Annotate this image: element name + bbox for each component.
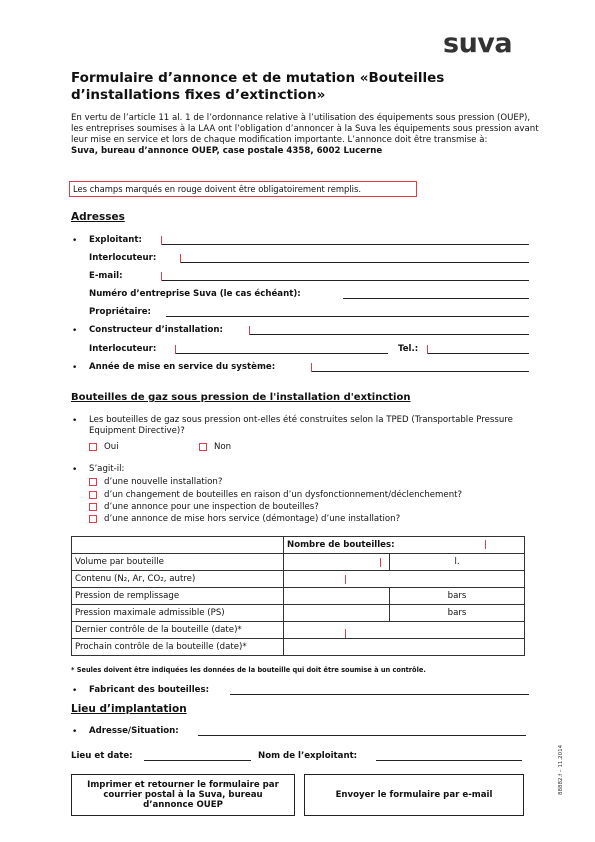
non-label: Non — [214, 442, 232, 452]
required-marker — [161, 272, 162, 281]
fabricant-label: Fabricant des bouteilles: — [89, 685, 210, 695]
required-fields-notice: Les champs marqués en rouge doivent être obligatoirement remplis. — [69, 181, 417, 197]
oui-label: Oui — [104, 442, 119, 452]
non-checkbox[interactable] — [199, 443, 207, 451]
table-header-row — [72, 537, 525, 554]
adresse-label: Adresse/Situation: — [89, 726, 179, 736]
option-label: d’une nouvelle installation? — [104, 477, 223, 487]
exploitant-field[interactable] — [161, 244, 529, 245]
value-cell[interactable] — [284, 554, 390, 571]
table-row — [72, 571, 525, 588]
option-label: d’un changement de bouteilles en raison d’un dysfonctionnement/déclenchement? — [104, 490, 463, 500]
table-row — [72, 622, 525, 639]
sagit-label: S’agit-il: — [89, 464, 125, 474]
required-marker — [427, 345, 428, 354]
suva-logo: suva — [443, 28, 513, 59]
interlocuteur2-field[interactable] — [175, 353, 388, 354]
lieu-date-field[interactable] — [144, 760, 251, 761]
lieu-date-label: Lieu et date: — [71, 751, 133, 761]
value-cell[interactable] — [284, 605, 390, 622]
row-label: Contenu (N₂, Ar, CO₂, autre) — [72, 571, 284, 588]
interlocuteur2-label: Interlocuteur: — [89, 344, 157, 354]
option-checkbox-nouvelle[interactable] — [89, 478, 97, 486]
tel-label: Tel.: — [398, 344, 419, 354]
adresse-field[interactable] — [198, 735, 526, 736]
value-cell[interactable] — [284, 571, 525, 588]
required-marker — [345, 575, 346, 584]
required-marker — [345, 629, 346, 638]
numero-field[interactable] — [343, 298, 529, 299]
required-marker — [175, 345, 176, 354]
bullet: • — [72, 236, 78, 246]
row-label: Pression maximale admissible (PS) — [72, 605, 284, 622]
email-button[interactable]: Envoyer le formulaire par e-mail — [304, 774, 524, 816]
unit-cell: l. — [390, 554, 525, 571]
oui-checkbox[interactable] — [89, 443, 97, 451]
intro-paragraph: En vertu de l’article 11 al. 1 de l’ordonnance relative à l’utilisation des équipements sous pression (OUEP), les entreprises soumises à la LAA ont l’obligation d’annoncer à la Suva les équipements sous pression avant leur mise en service et lors de chaque modification importante. L’annonce doit être transmise à: — [71, 113, 539, 145]
email-label: E-mail: — [89, 271, 123, 281]
table-cell — [72, 537, 284, 554]
table-row — [72, 588, 525, 605]
value-cell[interactable] — [284, 588, 390, 605]
bouteilles-table — [71, 536, 525, 656]
row-label: Dernier contrôle de la bouteille (date)* — [72, 622, 284, 639]
intro-text — [71, 113, 541, 157]
numero-label: Numéro d’entreprise Suva (le cas échéant): — [89, 289, 301, 299]
value-cell[interactable] — [284, 639, 525, 656]
option-checkbox-inspection[interactable] — [89, 503, 97, 511]
option-checkbox-changement[interactable] — [89, 491, 97, 499]
constructeur-field[interactable] — [249, 334, 529, 335]
annee-label: Année de mise en service du système: — [89, 362, 276, 372]
bullet: • — [72, 465, 78, 475]
exploitant-label: Exploitant: — [89, 235, 142, 245]
option-checkbox-hors-service[interactable] — [89, 515, 97, 523]
required-marker — [311, 363, 312, 372]
bullet: • — [72, 727, 78, 737]
row-label: Pression de remplissage — [72, 588, 284, 605]
intro-address: Suva, bureau d’annonce OUEP, case postale 4358, 6002 Lucerne — [71, 146, 383, 156]
annee-field[interactable] — [311, 371, 529, 372]
option-label: d’une annonce pour une inspection de bouteilles? — [104, 502, 319, 512]
unit-cell: bars — [390, 605, 525, 622]
section-heading-bouteilles: Bouteilles de gaz sous pression de l'installation d'extinction — [71, 392, 411, 403]
email-field[interactable] — [161, 280, 529, 281]
required-marker — [485, 540, 486, 549]
table-header-nombre: Nombre de bouteilles: — [284, 537, 525, 554]
proprietaire-field[interactable] — [166, 316, 529, 317]
required-marker — [380, 558, 381, 567]
row-label: Prochain contrôle de la bouteille (date)* — [72, 639, 284, 656]
bullet: • — [72, 326, 78, 336]
value-cell[interactable] — [284, 622, 525, 639]
nom-exploitant-label: Nom de l’exploitant: — [258, 751, 358, 761]
unit-cell: bars — [390, 588, 525, 605]
fabricant-field[interactable] — [230, 694, 529, 695]
row-label: Volume par bouteille — [72, 554, 284, 571]
table-footnote: * Seules doivent être indiquées les données de la bouteille qui doit être soumise à un contrôle. — [71, 666, 426, 674]
table-row — [72, 605, 525, 622]
tped-question: Les bouteilles de gaz sous pression ont-elles été construites selon la TPED (Transportable Pressure Equipment Directive)? — [89, 415, 513, 436]
section-heading-lieu: Lieu d’implantation — [71, 703, 187, 715]
proprietaire-label: Propriétaire: — [89, 307, 151, 317]
nom-exploitant-field[interactable] — [376, 760, 522, 761]
required-marker — [249, 326, 250, 335]
required-marker — [180, 254, 181, 263]
bullet: • — [72, 416, 78, 426]
document-code: 88882.f – 11.2014 — [558, 744, 564, 795]
page-title: Formulaire d’annonce et de mutation «Bouteilles d’installations fixes d’extinction» — [71, 70, 445, 103]
interlocuteur-label: Interlocuteur: — [89, 253, 157, 263]
option-label: d’une annonce de mise hors service (démontage) d’une installation? — [104, 514, 401, 524]
table-row — [72, 554, 525, 571]
constructeur-label: Constructeur d’installation: — [89, 325, 223, 335]
interlocuteur-field[interactable] — [180, 262, 529, 263]
section-heading-adresses: Adresses — [71, 211, 125, 223]
table-row — [72, 639, 525, 656]
bullet: • — [72, 363, 78, 373]
bullet: • — [72, 686, 78, 696]
required-marker — [161, 236, 162, 245]
tel-field[interactable] — [427, 353, 529, 354]
print-button[interactable]: Imprimer et retourner le formulaire par courrier postal à la Suva, bureau d’annonce OUEP — [71, 774, 295, 816]
